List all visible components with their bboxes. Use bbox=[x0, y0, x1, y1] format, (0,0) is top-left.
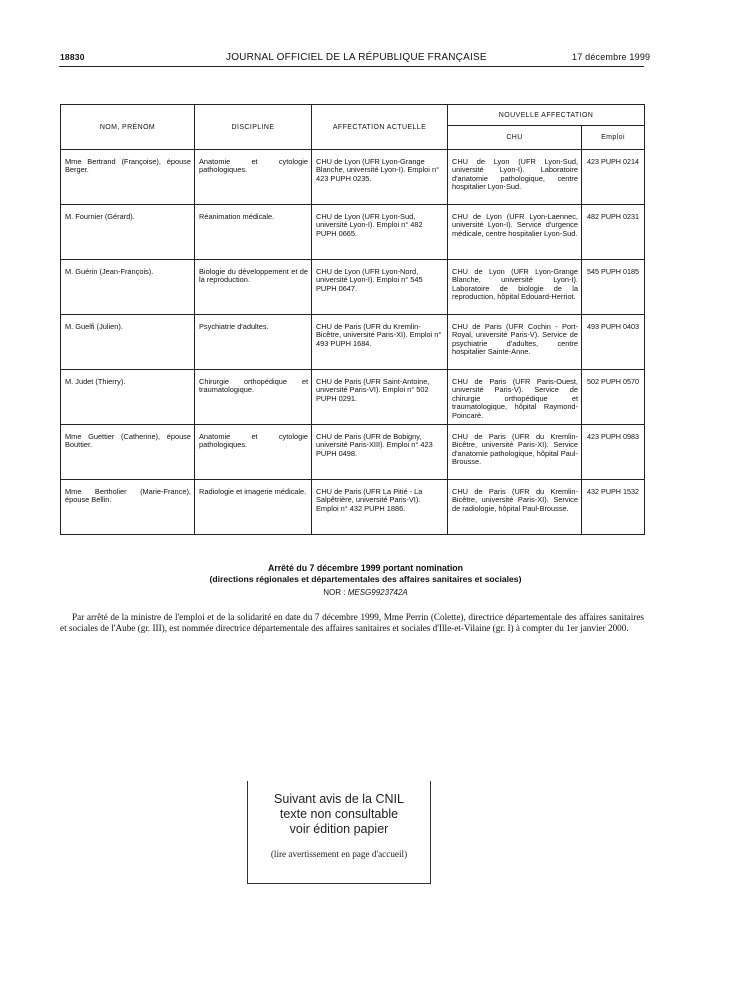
cell-discipline: Biologie du développement et de la reproduction. bbox=[199, 267, 308, 285]
nominations-table bbox=[60, 104, 645, 535]
cnil-line-1: Suivant avis de la CNIL bbox=[274, 792, 404, 806]
cnil-note: (lire avertissement en page d'accueil) bbox=[270, 849, 408, 859]
cell-emploi: 423 PUPH 0983 bbox=[587, 432, 639, 442]
page-number: 18830 bbox=[60, 52, 85, 62]
header-nouvelle-affectation: NOUVELLE AFFECTATION bbox=[448, 105, 645, 126]
cell-emploi: 423 PUPH 0214 bbox=[587, 157, 639, 166]
cell-chu: CHU de Paris (UFR du Kremlin-Bicêtre, université Paris-XI). Service d'anatomie pathologique, hôpital Paul-Brousse. bbox=[452, 432, 578, 467]
cell-nom: M. Guérin (Jean-François). bbox=[65, 267, 154, 276]
cell-nom: Mme Guettier (Catherine), épouse Bouttier. bbox=[65, 432, 191, 450]
cell-nom: Mme Bertrand (Françoise), épouse Berger. bbox=[65, 157, 191, 175]
table-row bbox=[61, 480, 645, 535]
header-affectation: AFFECTATION ACTUELLE bbox=[312, 105, 448, 150]
header-discipline: DISCIPLINE bbox=[195, 105, 312, 150]
cell-chu: CHU de Lyon (UFR Lyon-Grange Blanche, université Lyon-I). Laboratoire de biologie de la reproduction, hôpital Edouard-Herriot. bbox=[452, 267, 578, 302]
table-row bbox=[61, 370, 645, 425]
table-row bbox=[61, 315, 645, 370]
cell-discipline: Psychiatrie d'adultes. bbox=[199, 322, 269, 331]
nor-reference bbox=[0, 588, 731, 597]
cell-affectation: CHU de Lyon (UFR Lyon-Grange Blanche, université Lyon-I). Emploi n° 423 PUPH 0235. bbox=[316, 157, 440, 183]
cell-emploi: 545 PUPH 0185 bbox=[587, 267, 639, 276]
cell-chu: CHU de Lyon (UFR Lyon-Laennec, université Lyon-I). Service d'urgence médicale, centre hospitalier Lyon-Sud. bbox=[452, 212, 578, 238]
cell-emploi: 493 PUPH 0403 bbox=[587, 322, 639, 331]
cell-discipline: Anatomie et cytologie pathologiques. bbox=[199, 432, 308, 450]
table-row bbox=[61, 205, 645, 260]
cnil-line-2: texte non consultable bbox=[279, 807, 399, 821]
cnil-notice-box bbox=[247, 781, 431, 884]
cell-nom: M. Fournier (Gérard). bbox=[65, 212, 135, 221]
header-chu: CHU bbox=[448, 126, 582, 150]
arrete-paragraph: Par arrêté de la ministre de l'emploi et de la solidarité en date du 7 décembre 1999, Mme Perrin (Colette), directrice départementale des affaires sanitaires et sociales de l'Aube (gr. III), est nommée directrice départementale des affaires sanitaires et sociales d'Ille-et-Vilaine (gr. I) à compter du 1er janvier 2000. bbox=[60, 612, 644, 633]
cell-chu: CHU de Paris (UFR du Kremlin-Bicêtre, université Paris-XI). Service de radiologie, hôpital Paul-Brousse. bbox=[452, 487, 578, 513]
nor-label: NOR : bbox=[323, 588, 346, 597]
cell-discipline: Réanimation médicale. bbox=[199, 212, 275, 221]
header-rule bbox=[59, 66, 644, 67]
cell-nom: Mme Bertholier (Marie-France), épouse Bellin. bbox=[65, 487, 191, 505]
table-row bbox=[61, 425, 645, 480]
cell-discipline: Anatomie et cytologie pathologiques. bbox=[199, 157, 308, 175]
cell-affectation: CHU de Paris (UFR du Kremlin-Bicêtre, université Paris-XI). Emploi n° 493 PUPH 1684. bbox=[316, 322, 442, 348]
cell-nom: M. Guelfi (Julien). bbox=[65, 322, 123, 331]
cell-emploi: 482 PUPH 0231 bbox=[587, 212, 639, 221]
cell-chu: CHU de Paris (UFR Cochin - Port-Royal, université Paris-V). Service de psychiatrie d'adultes, centre hospitalier Sainte-Anne. bbox=[452, 322, 578, 357]
header-nom: NOM, PRÉNOM bbox=[61, 105, 195, 150]
nor-value: MESG9923742A bbox=[347, 588, 408, 597]
cell-affectation: CHU de Paris (UFR Saint-Antoine, université Paris-VI). Emploi n° 502 PUPH 0291. bbox=[316, 377, 430, 403]
cnil-line-3: voir édition papier bbox=[289, 822, 389, 836]
arrete-subtitle: (directions régionales et départementales des affaires sanitaires et sociales) bbox=[209, 574, 522, 584]
cell-discipline: Chirurgie orthopédique et traumatologique. bbox=[199, 377, 308, 395]
table-row bbox=[61, 260, 645, 315]
cell-discipline: Radiologie et imagerie médicale. bbox=[199, 487, 307, 497]
cell-affectation: CHU de Paris (UFR La Pitié - La Salpêtrière, université Paris-VI). Emploi n° 432 PUPH 1886. bbox=[316, 487, 423, 513]
header-emploi: Emploi bbox=[582, 126, 645, 150]
issue-date: 17 décembre 1999 bbox=[572, 52, 651, 62]
cell-chu: CHU de Lyon (UFR Lyon-Sud, université Lyon-I). Laboratoire d'anatomie pathologique, centre hospitalier Lyon-Sud. bbox=[452, 157, 578, 192]
cell-affectation: CHU de Lyon (UFR Lyon-Nord, université Lyon-I). Emploi n° 545 PUPH 0647. bbox=[316, 267, 423, 293]
cell-nom: M. Judet (Thierry). bbox=[65, 377, 126, 386]
arrete-title: Arrêté du 7 décembre 1999 portant nomination bbox=[267, 563, 464, 573]
cell-affectation: CHU de Paris (UFR de Bobigny, université Paris-XIII). Emploi n° 423 PUPH 0498. bbox=[316, 432, 433, 458]
cell-affectation: CHU de Lyon (UFR Lyon-Sud, université Lyon-I). Emploi n° 482 PUPH 0665. bbox=[316, 212, 423, 238]
cell-chu: CHU de Paris (UFR Paris-Ouest, université Paris-V). Service de chirurgie orthopédique et traumatologique, hôpital Raymond-Poincaré. bbox=[452, 377, 578, 420]
table-row bbox=[61, 150, 645, 205]
journal-title: JOURNAL OFFICIEL DE LA RÉPUBLIQUE FRANÇAISE bbox=[226, 52, 487, 63]
cell-emploi: 432 PUPH 1532 bbox=[587, 487, 639, 497]
cell-emploi: 502 PUPH 0570 bbox=[587, 377, 639, 386]
